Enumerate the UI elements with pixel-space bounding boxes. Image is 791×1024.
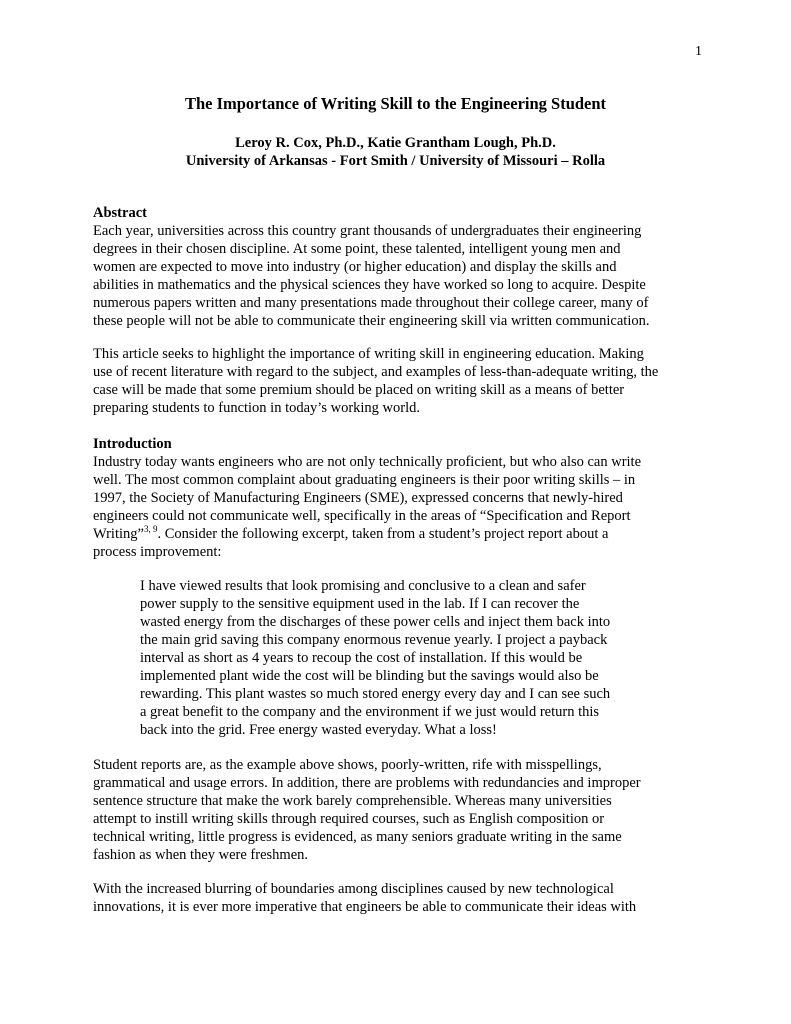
author-block	[0, 134, 791, 170]
text-line: engineers could not communicate well, specifically in the areas of “Specification and Report	[93, 508, 631, 524]
quote-line: back into the grid. Free energy wasted everyday. What a loss!	[140, 722, 497, 738]
abstract-paragraph-2	[93, 345, 705, 417]
text-line: This article seeks to highlight the importance of writing skill in engineering education. Making	[93, 346, 644, 362]
quote-line: interval as short as 4 years to recoup the cost of installation. If this would be	[140, 650, 583, 666]
text-line: these people will not be able to communicate their engineering skill via written communication.	[93, 313, 650, 329]
abstract-section	[93, 204, 705, 330]
quote-line: the main grid saving this company enormous revenue yearly. I project a payback	[140, 632, 608, 648]
text-line: well. The most common complaint about graduating engineers is their poor writing skills – in	[93, 472, 636, 488]
text-line: preparing students to function in today’s working world.	[93, 400, 421, 416]
text-line: numerous papers written and many presentations made throughout their college career, many of	[93, 295, 649, 311]
quote-line: I have viewed results that look promising and conclusive to a clean and safer	[140, 578, 586, 594]
text-span: . Consider the following excerpt, taken from a student’s project report about a	[157, 526, 609, 542]
quote-line: wasted energy from the discharges of these power cells and inject them back into	[140, 614, 611, 630]
text-line: Each year, universities across this country grant thousands of undergraduates their engineering	[93, 223, 642, 239]
text-line: grammatical and usage errors. In addition, there are problems with redundancies and improper	[93, 775, 641, 791]
text-line: attempt to instill writing skills through required courses, such as English composition or	[93, 811, 605, 827]
student-excerpt-quote	[140, 577, 660, 739]
introduction-paragraph-2	[93, 756, 705, 864]
text-line: degrees in their chosen discipline. At some point, these talented, intelligent young men and	[93, 241, 621, 257]
text-line: With the increased blurring of boundaries among disciplines caused by new technological	[93, 881, 614, 897]
introduction-paragraph-3	[93, 880, 705, 916]
quote-line: implemented plant wide the cost will be blinding but the savings would also be	[140, 668, 599, 684]
page-number: 1	[695, 44, 702, 59]
citation-superscript: 3, 9	[143, 524, 158, 535]
text-line: fashion as when they were freshmen.	[93, 847, 309, 863]
quote-line: power supply to the sensitive equipment used in the lab. If I can recover the	[140, 596, 580, 612]
introduction-heading: Introduction	[93, 436, 172, 452]
text-line	[93, 525, 705, 543]
abstract-heading: Abstract	[93, 205, 147, 221]
quote-line: rewarding. This plant wastes so much stored energy every day and I can see such	[140, 686, 611, 702]
text-line: abilities in mathematics and the physical sciences they have worked so long to acquire. Despite	[93, 277, 646, 293]
text-line: innovations, it is ever more imperative that engineers be able to communicate their ideas with	[93, 899, 637, 915]
paper-title: The Importance of Writing Skill to the Engineering Student	[184, 94, 607, 113]
quote-line: a great benefit to the company and the environment if we just would return this	[140, 704, 600, 720]
text-line: 1997, the Society of Manufacturing Engineers (SME), expressed concerns that newly-hired	[93, 490, 623, 506]
text-line: case will be made that some premium should be placed on writing skill as a means of better	[93, 382, 625, 398]
text-line: Student reports are, as the example above shows, poorly-written, rife with misspellings,	[93, 757, 602, 773]
authors: Leroy R. Cox, Ph.D., Katie Grantham Lough, Ph.D.	[235, 135, 556, 151]
text-line: technical writing, little progress is evidenced, as many seniors graduate writing in the same	[93, 829, 622, 845]
text-span: Writing”	[93, 526, 144, 542]
text-line: sentence structure that make the work barely comprehensible. Whereas many universities	[93, 793, 612, 809]
affiliations: University of Arkansas - Fort Smith / University of Missouri – Rolla	[185, 153, 606, 169]
introduction-section	[93, 435, 705, 561]
text-line: women are expected to move into industry (or higher education) and display the skills and	[93, 259, 617, 275]
text-line: Industry today wants engineers who are not only technically proficient, but who also can write	[93, 454, 642, 470]
text-line: use of recent literature with regard to the subject, and examples of less-than-adequate writing, the	[93, 364, 659, 380]
text-line: process improvement:	[93, 544, 222, 560]
